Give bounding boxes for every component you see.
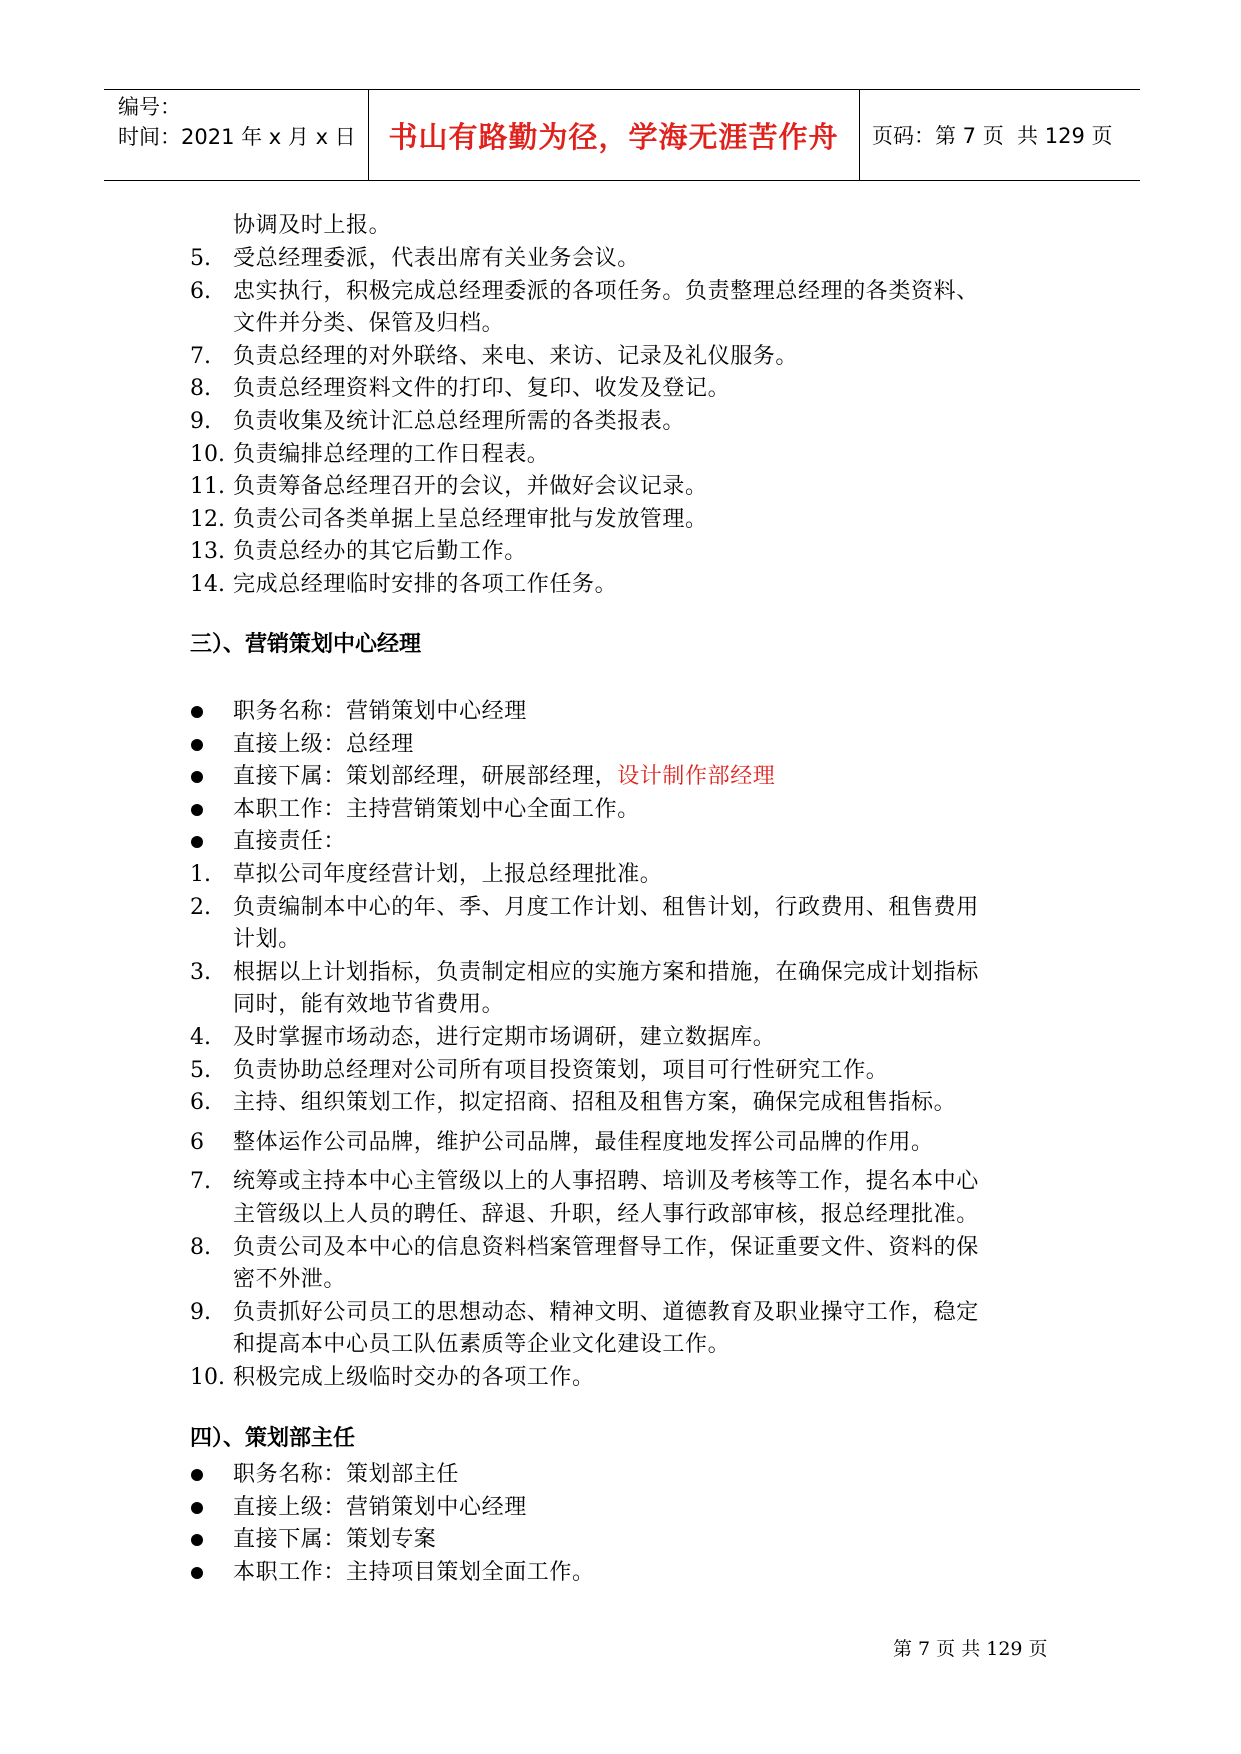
list-item-number: 7. bbox=[190, 1169, 211, 1195]
list-item-text: 计划。 bbox=[233, 927, 301, 953]
list-item-text: 和提高本中心员工队伍素质等企业文化建设工作。 bbox=[233, 1332, 731, 1358]
list-item-text: 忠实执行，积极完成总经理委派的各项任务。负责整理总经理的各类资料、 bbox=[233, 278, 979, 304]
list-item-number: 2. bbox=[190, 894, 211, 920]
list-item-text: 统筹或主持本中心主管级以上的人事招聘、培训及考核等工作，提名本中心 bbox=[233, 1169, 979, 1195]
list-item-text: 负责协助总经理对公司所有项目投资策划，项目可行性研究工作。 bbox=[233, 1057, 889, 1083]
list-item-text: 密不外泄。 bbox=[233, 1267, 347, 1293]
list-item-number: 10. bbox=[190, 1365, 225, 1390]
header-number: 编号： bbox=[118, 95, 181, 119]
list-item-text: 负责收集及统计汇总总经理所需的各类报表。 bbox=[233, 409, 686, 434]
list-item-text: 负责公司各类单据上呈总经理审批与发放管理。 bbox=[233, 506, 708, 532]
bullet-item-text: 职务名称：营销策划中心经理 bbox=[233, 699, 527, 724]
bullet-icon bbox=[191, 836, 203, 848]
list-item-text: 根据以上计划指标，负责制定相应的实施方案和措施，在确保完成计划指标 bbox=[233, 959, 979, 985]
list-item-number: 4. bbox=[190, 1025, 211, 1050]
list-item-number: 14. bbox=[190, 572, 225, 597]
list-item-number: 8. bbox=[190, 1234, 211, 1260]
header-page-number bbox=[872, 89, 1113, 181]
list-item-number: 8. bbox=[190, 376, 211, 402]
list-item-text: 负责公司及本中心的信息资料档案管理督导工作，保证重要文件、资料的保 bbox=[233, 1234, 979, 1260]
list-item-text: 草拟公司年度经营计划，上报总经理批准。 bbox=[233, 862, 663, 887]
header-motto: 书山有路勤为径，学海无涯苦作舟 bbox=[388, 119, 839, 154]
bullet-item-text: 直接上级：营销策划中心经理 bbox=[233, 1494, 527, 1520]
list-item-number: 13. bbox=[190, 539, 225, 565]
list-item-number: 5. bbox=[190, 1057, 211, 1083]
list-item-text: 完成总经理临时安排的各项工作任务。 bbox=[233, 572, 618, 597]
bullet-icon bbox=[191, 739, 203, 751]
bullet-item bbox=[233, 730, 414, 760]
bullet-icon bbox=[191, 771, 203, 783]
list-item-text: 同时，能有效地节省费用。 bbox=[233, 992, 505, 1018]
bullet-item-text: 本职工作：主持营销策划中心全面工作。 bbox=[233, 796, 640, 822]
section-heading: 四）、策划部主任 bbox=[190, 1426, 356, 1451]
list-item-number: 3. bbox=[190, 959, 211, 985]
list-item-text: 负责筹备总经理召开的会议，并做好会议记录。 bbox=[233, 474, 708, 500]
list-item-text: 负责抓好公司员工的思想动态、精神文明、道德教育及职业操守工作，稳定 bbox=[233, 1299, 979, 1325]
list-item-text: 负责编排总经理的工作日程表。 bbox=[233, 441, 550, 467]
bullet-item bbox=[233, 1493, 527, 1523]
list-item-text: 文件并分类、保管及归档。 bbox=[233, 311, 505, 337]
list-item-number: 6. bbox=[190, 278, 211, 304]
list-item-number: 6 bbox=[190, 1129, 204, 1155]
bullet-item bbox=[233, 827, 346, 857]
bullet-item bbox=[233, 1460, 459, 1490]
bullet-item-text: 职务名称：策划部主任 bbox=[233, 1462, 460, 1487]
header-divider bbox=[859, 89, 860, 181]
header-time: 时间：2021 年 x 月 x 日 bbox=[118, 125, 356, 149]
bullet-icon bbox=[191, 1502, 203, 1514]
bullet-item-text: 直接下属：策划部经理，研展部经理， bbox=[233, 764, 618, 790]
bullet-icon bbox=[191, 1567, 203, 1579]
list-item-number: 6. bbox=[190, 1090, 211, 1116]
bullet-item-highlight: 设计制作部经理 bbox=[617, 764, 776, 790]
bullet-item bbox=[233, 762, 775, 792]
list-item-number: 10. bbox=[190, 441, 225, 467]
list-item-number: 5. bbox=[190, 246, 211, 271]
list-item-number: 12. bbox=[190, 506, 225, 532]
document-header bbox=[104, 89, 1140, 181]
header-page-label: 页码：第 7 页 共 129 页 bbox=[872, 124, 1113, 148]
page-footer: 第 7 页 共 129 页 bbox=[893, 1638, 1048, 1660]
list-item-text: 主持、组织策划工作，拟定招商、招租及租售方案，确保完成租售指标。 bbox=[233, 1090, 957, 1116]
section-heading: 三）、营销策划中心经理 bbox=[190, 632, 422, 657]
header-meta bbox=[118, 92, 356, 152]
list-item-text: 整体运作公司品牌，维护公司品牌，最佳程度地发挥公司品牌的作用。 bbox=[233, 1129, 934, 1155]
list-item-number: 9. bbox=[190, 409, 211, 434]
list-item-text: 主管级以上人员的聘任、辞退、升职，经人事行政部审核，报总经理批准。 bbox=[233, 1202, 979, 1227]
bullet-icon bbox=[191, 804, 203, 816]
bullet-icon bbox=[191, 1534, 203, 1546]
list-item-text: 负责总经理的对外联络、来电、来访、记录及礼仪服务。 bbox=[233, 343, 799, 369]
continuation-text: 协调及时上报。 bbox=[233, 213, 392, 238]
bullet-item-text: 本职工作：主持项目策划全面工作。 bbox=[233, 1559, 595, 1585]
bullet-item bbox=[233, 1558, 595, 1588]
list-item-text: 及时掌握市场动态，进行定期市场调研，建立数据库。 bbox=[233, 1025, 776, 1050]
bullet-item-text: 直接下属：策划专案 bbox=[233, 1527, 437, 1553]
list-item-text: 负责总经理资料文件的打印、复印、收发及登记。 bbox=[233, 376, 731, 402]
bullet-item bbox=[233, 795, 640, 825]
bullet-item bbox=[233, 1525, 436, 1555]
list-item-number: 11. bbox=[190, 474, 225, 500]
bullet-icon bbox=[191, 706, 203, 718]
list-item-text: 负责编制本中心的年、季、月度工作计划、租售计划，行政费用、租售费用 bbox=[233, 894, 979, 920]
bullet-item-text: 直接上级：总经理 bbox=[233, 731, 414, 757]
list-item-text: 积极完成上级临时交办的各项工作。 bbox=[233, 1365, 595, 1390]
list-item-text: 负责总经办的其它后勤工作。 bbox=[233, 539, 527, 565]
list-item-number: 7. bbox=[190, 343, 211, 369]
bullet-item-text: 直接责任： bbox=[233, 829, 347, 855]
list-item-number: 1. bbox=[190, 862, 211, 887]
bullet-item bbox=[233, 697, 527, 727]
bullet-icon bbox=[191, 1469, 203, 1481]
list-item-text: 受总经理委派，代表出席有关业务会议。 bbox=[233, 246, 640, 271]
list-item-number: 9. bbox=[190, 1299, 211, 1325]
